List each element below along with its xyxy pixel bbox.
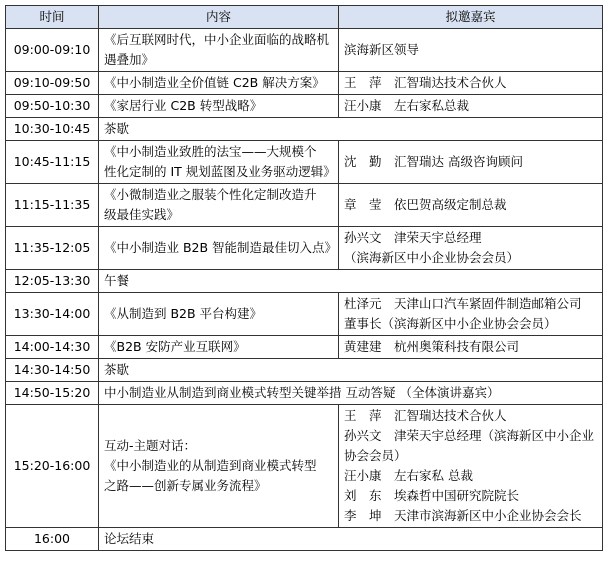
content-line: 《家居行业 C2B 转型战略》 <box>104 98 263 113</box>
content-line: 级最佳实践》 <box>104 207 180 222</box>
session-time: 14:50-15:20 <box>6 382 99 405</box>
content-line: 之路——创新专属业务流程》 <box>104 478 267 493</box>
guest-line: 王 萍 汇智瑞达技术合伙人 <box>344 408 507 423</box>
session-time: 15:20-16:00 <box>6 405 99 528</box>
session-time: 11:15-11:35 <box>6 184 99 227</box>
header-row <box>6 6 603 29</box>
table-row <box>6 184 603 227</box>
session-content <box>99 141 339 184</box>
session-guests <box>339 336 603 359</box>
guest-line: 李 坤 天津市滨海新区中小企业协会会长 <box>344 508 582 523</box>
content-line: 遇叠加》 <box>104 52 155 67</box>
session-content <box>99 270 603 293</box>
table-row <box>6 95 603 118</box>
session-content <box>99 382 603 405</box>
session-content <box>99 72 339 95</box>
session-time: 11:35-12:05 <box>6 227 99 270</box>
session-guests <box>339 405 603 528</box>
table-row <box>6 118 603 141</box>
header-time: 时间 <box>6 6 99 29</box>
session-guests <box>339 293 603 336</box>
guest-line: 董事长（滨海新区中小企业协会会员） <box>344 316 557 331</box>
session-time: 14:00-14:30 <box>6 336 99 359</box>
content-line: 《中小制造业全价值链 C2B 解决方案》 <box>104 75 325 90</box>
content-line: 《从制造到 B2B 平台构建》 <box>104 306 263 321</box>
guest-line: 杜泽元 天津山口汽车紧固件制造邮箱公司 <box>344 296 582 311</box>
session-time: 12:05-13:30 <box>6 270 99 293</box>
session-guests <box>339 227 603 270</box>
table-row <box>6 141 603 184</box>
table-row <box>6 270 603 293</box>
session-guests <box>339 29 603 72</box>
guest-line: 汪小康 左右家私 总裁 <box>344 468 473 483</box>
table-row <box>6 382 603 405</box>
session-guests <box>339 95 603 118</box>
session-content <box>99 118 603 141</box>
session-guests <box>339 141 603 184</box>
guest-line: 滨海新区领导 <box>344 42 420 57</box>
session-content <box>99 95 339 118</box>
session-content <box>99 29 339 72</box>
guest-line: （滨海新区中小企业协会会员） <box>344 250 520 265</box>
agenda-table-container <box>5 5 603 551</box>
content-line: 《中小制造业的从制造到商业模式转型 <box>104 458 317 473</box>
content-line: 茶歇 <box>104 362 130 377</box>
content-line: 性化定制的 IT 规划蓝图及业务驱动逻辑》 <box>104 164 336 179</box>
guest-line: 刘 东 埃森哲中国研究院院长 <box>344 488 520 503</box>
content-line: 中小制造业从制造到商业模式转型关键举措 互动答疑 （全体演讲嘉宾） <box>104 385 500 400</box>
session-time: 16:00 <box>6 528 99 551</box>
content-line: 午餐 <box>104 273 130 288</box>
table-row <box>6 405 603 528</box>
session-content <box>99 528 603 551</box>
guest-line: 沈 勤 汇智瑞达 高级咨询顾问 <box>344 154 523 169</box>
session-time: 14:30-14:50 <box>6 359 99 382</box>
session-time: 13:30-14:00 <box>6 293 99 336</box>
session-content <box>99 405 339 528</box>
session-content <box>99 336 339 359</box>
content-line: 《小微制造业之服装个性化定制改造升 <box>104 187 317 202</box>
session-time: 09:50-10:30 <box>6 95 99 118</box>
guest-line: 黄建建 杭州奥策科技有限公司 <box>344 339 520 354</box>
content-line: 《B2B 安防产业互联网》 <box>104 339 246 354</box>
guest-line: 王 萍 汇智瑞达技术合伙人 <box>344 75 507 90</box>
session-guests <box>339 184 603 227</box>
content-line: 《中小制造业 B2B 智能制造最佳切入点》 <box>104 240 338 255</box>
session-content <box>99 293 339 336</box>
session-content <box>99 184 339 227</box>
session-content <box>99 359 603 382</box>
session-time: 09:00-09:10 <box>6 29 99 72</box>
content-line: 论坛结束 <box>104 531 155 546</box>
guest-line: 协会会员） <box>344 448 407 463</box>
session-time: 10:30-10:45 <box>6 118 99 141</box>
header-guests: 拟邀嘉宾 <box>339 6 603 29</box>
table-row <box>6 29 603 72</box>
session-time: 09:10-09:50 <box>6 72 99 95</box>
content-line: 《中小制造业致胜的法宝——大规模个 <box>104 144 317 159</box>
content-line: 《后互联网时代，中小企业面临的战略机 <box>104 32 330 47</box>
header-content: 内容 <box>99 6 339 29</box>
guest-line: 汪小康 左右家私总裁 <box>344 98 470 113</box>
table-row <box>6 528 603 551</box>
agenda-body <box>6 29 603 551</box>
table-row <box>6 227 603 270</box>
guest-line: 孙兴文 津荣天宇总经理（滨海新区中小企业 <box>344 428 595 443</box>
content-line: 茶歇 <box>104 121 130 136</box>
agenda-table <box>5 5 603 551</box>
content-line: 互动-主题对话： <box>104 438 197 453</box>
session-time: 10:45-11:15 <box>6 141 99 184</box>
table-row <box>6 293 603 336</box>
guest-line: 章 莹 依巴贺高级定制总裁 <box>344 197 507 212</box>
guest-line: 孙兴文 津荣天宇总经理 <box>344 230 482 245</box>
session-content <box>99 227 339 270</box>
session-guests <box>339 72 603 95</box>
table-row <box>6 359 603 382</box>
table-row <box>6 72 603 95</box>
table-row <box>6 336 603 359</box>
